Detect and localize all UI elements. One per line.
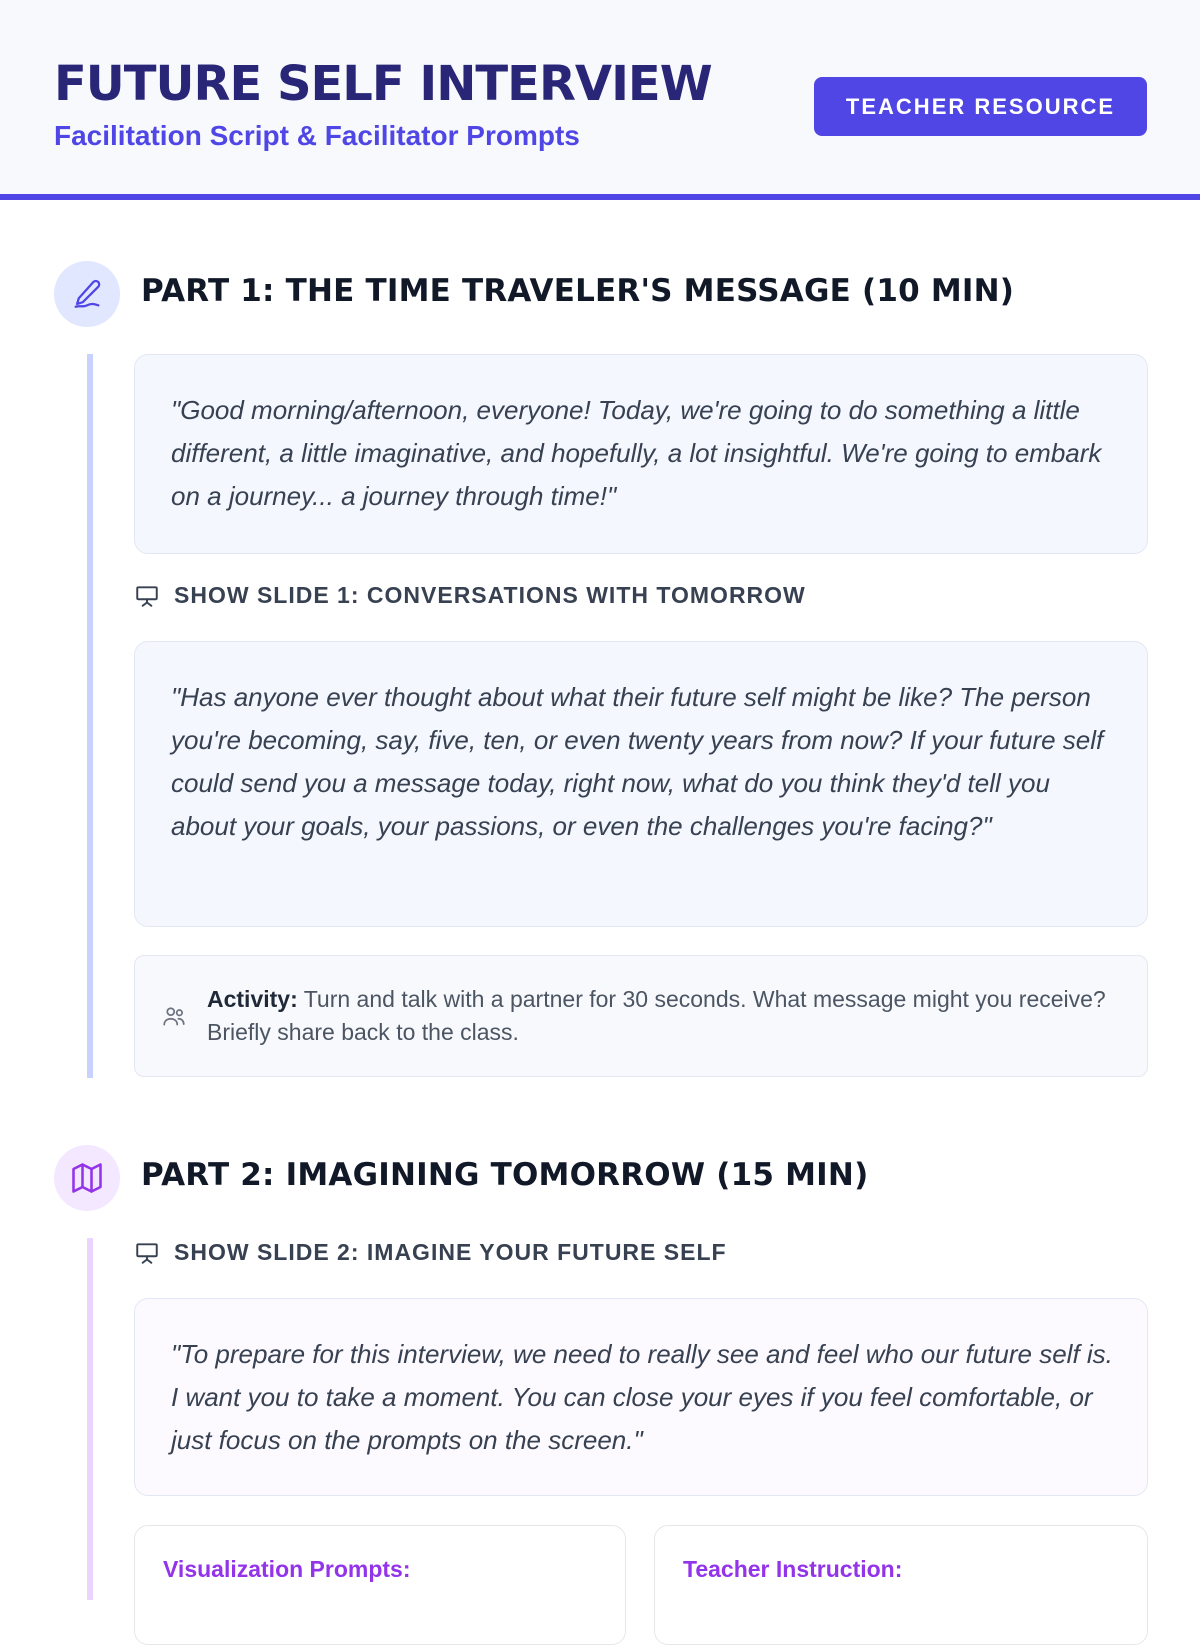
users-icon: [161, 1003, 187, 1029]
pen-icon: [54, 261, 120, 327]
page-title: FUTURE SELF INTERVIEW: [54, 56, 712, 112]
activity-label: Activity:: [207, 986, 298, 1012]
map-icon: [54, 1145, 120, 1211]
page-subtitle: Facilitation Script & Facilitator Prompts: [54, 120, 580, 151]
part-1-rail: [87, 354, 93, 1078]
part-2-quote: "To prepare for this interview, we need to really see and feel who our future self is. I want you to take a moment. You can close your eyes if you feel comfortable, or just focus on the prompts on the screen.": [134, 1298, 1148, 1496]
part-1-slide-label: SHOW SLIDE 1: CONVERSATIONS WITH TOMORROW: [174, 582, 806, 608]
activity-body: Turn and talk with a partner for 30 seconds. What message might you receive? Briefly share back to the class.: [207, 986, 1106, 1045]
part-1-title: PART 1: THE TIME TRAVELER'S MESSAGE (10 MIN): [141, 273, 1015, 309]
part-1-activity: [134, 955, 1148, 1077]
part-2-title: PART 2: IMAGINING TOMORROW (15 MIN): [141, 1157, 869, 1193]
teacher-instruction-title: Teacher Instruction:: [683, 1556, 903, 1582]
visualization-prompts-title: Visualization Prompts:: [163, 1556, 411, 1582]
page-header: [0, 0, 1200, 200]
teacher-resource-badge: TEACHER RESOURCE: [814, 77, 1147, 136]
part-1-quote-1: "Good morning/afternoon, everyone! Today, we're going to do something a little different, a little imaginative, and hopefully, a lot insightful. We're going to embark on a journey... a journey through time!": [134, 354, 1148, 554]
part-1-slide-cue: [134, 582, 806, 609]
part-2-slide-label: SHOW SLIDE 2: IMAGINE YOUR FUTURE SELF: [174, 1239, 727, 1265]
teacher-instruction-card: [654, 1525, 1148, 1645]
activity-text: [207, 983, 1123, 1049]
part-1-quote-2: "Has anyone ever thought about what their future self might be like? The person you're becoming, say, five, ten, or even twenty years from now? If your future self could send you a message today, right now, what do you think they'd tell you about your goals, your passions, or even the challenges you're facing?": [134, 641, 1148, 927]
presentation-icon: [134, 583, 160, 609]
part-2-rail: [87, 1238, 93, 1600]
visualization-prompts-card: [134, 1525, 626, 1645]
part-2-slide-cue: [134, 1239, 727, 1266]
presentation-icon: [134, 1240, 160, 1266]
